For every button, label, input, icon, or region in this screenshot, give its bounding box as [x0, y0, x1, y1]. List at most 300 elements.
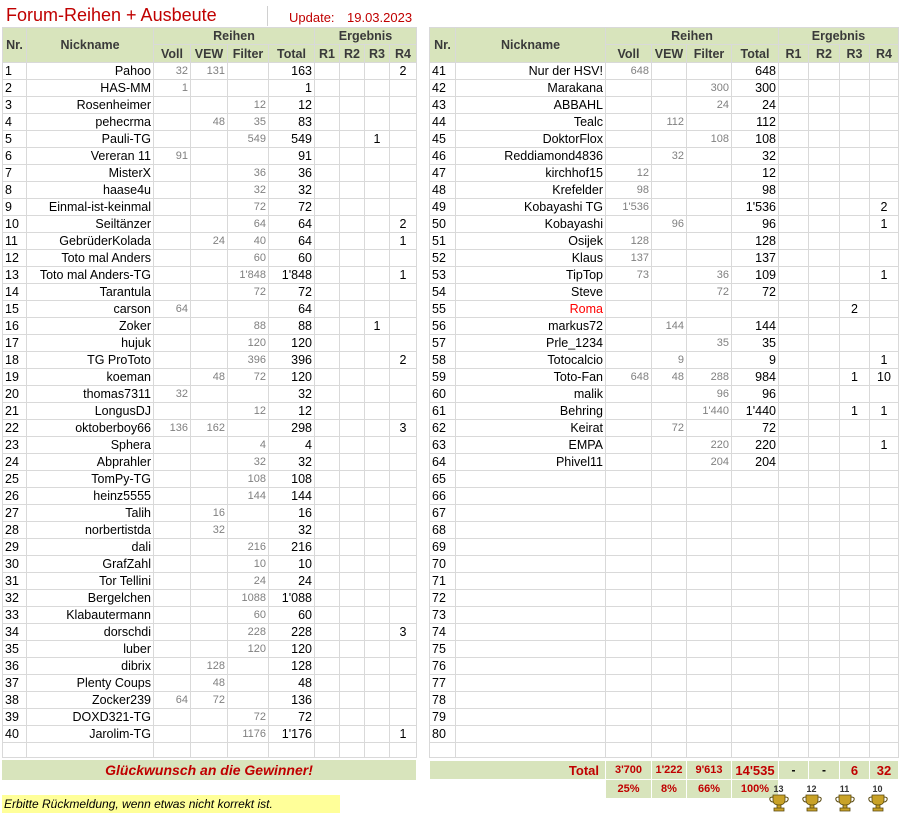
cell-voll [606, 284, 652, 301]
cell-r4: 10 [870, 369, 899, 386]
table-row [3, 369, 417, 386]
cell-nr: 23 [3, 437, 27, 454]
cell-r4 [870, 284, 899, 301]
cell-r1 [779, 454, 809, 471]
cell-voll [154, 539, 191, 556]
cell-r2 [340, 369, 365, 386]
cell-r4: 1 [390, 233, 417, 250]
cell-voll [606, 148, 652, 165]
cell-r2 [809, 590, 840, 607]
cell-nr: 49 [430, 199, 456, 216]
col-nr-header: Nr. [3, 28, 27, 63]
cell-total: 35 [732, 335, 779, 352]
cell-nr: 40 [3, 726, 27, 743]
cell-r4 [870, 726, 899, 743]
cell-total: 1'536 [732, 199, 779, 216]
table-row [430, 573, 899, 590]
cell-filter [228, 692, 269, 709]
cell-nickname: Sphera [27, 437, 154, 454]
cell-nickname: Zoker [27, 318, 154, 335]
table-row [430, 80, 899, 97]
cell-voll: 128 [606, 233, 652, 250]
cell-r1 [315, 420, 340, 437]
cell-voll [606, 301, 652, 318]
cell-r4 [870, 182, 899, 199]
table-row [430, 318, 899, 335]
cell-total: 4 [269, 437, 315, 454]
table-row [3, 301, 417, 318]
cell-nickname: Nur der HSV! [456, 63, 606, 80]
cell-nickname: Zocker239 [27, 692, 154, 709]
cell-vew: 131 [191, 63, 228, 80]
cell-nickname: norbertistda [27, 522, 154, 539]
cell-r1 [779, 658, 809, 675]
cell-r2 [809, 658, 840, 675]
table-row [3, 624, 417, 641]
group-reihen-header: Reihen [606, 28, 779, 45]
cell-vew [652, 63, 687, 80]
table-row [3, 386, 417, 403]
cell-r1 [315, 607, 340, 624]
table-row [3, 675, 417, 692]
cell-voll: 32 [154, 63, 191, 80]
cell-vew [652, 97, 687, 114]
cell-nr: 54 [430, 284, 456, 301]
cell-filter: 396 [228, 352, 269, 369]
cell-vew: 16 [191, 505, 228, 522]
cell-vew [191, 131, 228, 148]
cell-voll [154, 131, 191, 148]
cell-r2 [809, 335, 840, 352]
cell-nr: 76 [430, 658, 456, 675]
spacer-cell [430, 743, 456, 758]
cell-vew: 96 [652, 216, 687, 233]
cell-r3 [365, 420, 390, 437]
cell-nr: 12 [3, 250, 27, 267]
total-r4: 32 [870, 761, 899, 780]
cell-total: 24 [732, 97, 779, 114]
table-row [3, 182, 417, 199]
cell-r2 [340, 216, 365, 233]
cell-filter [687, 250, 732, 267]
cell-filter [687, 709, 732, 726]
table-row [3, 522, 417, 539]
cell-r1 [779, 250, 809, 267]
cell-r1 [779, 352, 809, 369]
cell-nickname: pehecrma [27, 114, 154, 131]
cell-nickname: TG ProToto [27, 352, 154, 369]
total-label: Total [430, 761, 606, 780]
cell-vew [191, 590, 228, 607]
cell-vew: 72 [652, 420, 687, 437]
table-row [3, 607, 417, 624]
cell-r1 [315, 386, 340, 403]
cell-nr: 24 [3, 454, 27, 471]
cell-total: 32 [269, 182, 315, 199]
cell-filter: 12 [228, 403, 269, 420]
cell-filter [687, 692, 732, 709]
table-row [430, 624, 899, 641]
cell-r1 [315, 284, 340, 301]
cell-voll: 73 [606, 267, 652, 284]
col-r3-header: R3 [840, 45, 870, 63]
cell-voll: 136 [154, 420, 191, 437]
col-r4-header: R4 [390, 45, 417, 63]
cell-r4 [390, 369, 417, 386]
cell-nr: 8 [3, 182, 27, 199]
cell-r1 [315, 675, 340, 692]
cell-nr: 70 [430, 556, 456, 573]
cell-r4 [390, 386, 417, 403]
cell-vew [191, 607, 228, 624]
cell-r3 [840, 63, 870, 80]
table-row [3, 267, 417, 284]
cell-voll [606, 590, 652, 607]
cell-r4: 2 [390, 216, 417, 233]
cell-r4 [870, 522, 899, 539]
spacer-cell [228, 743, 269, 758]
cell-r1 [315, 454, 340, 471]
cell-r3 [840, 216, 870, 233]
cell-filter: 40 [228, 233, 269, 250]
cell-r1 [315, 709, 340, 726]
cell-r3 [365, 726, 390, 743]
cell-vew [652, 590, 687, 607]
cell-filter [687, 301, 732, 318]
cell-nr: 7 [3, 165, 27, 182]
cell-total: 10 [269, 556, 315, 573]
table-row [3, 284, 417, 301]
cell-r4 [870, 641, 899, 658]
cell-r3: 1 [840, 403, 870, 420]
cell-r2 [340, 63, 365, 80]
cell-r3 [365, 573, 390, 590]
cell-total: 88 [269, 318, 315, 335]
cell-r1 [315, 369, 340, 386]
cell-nickname: dali [27, 539, 154, 556]
cell-r3 [840, 692, 870, 709]
cell-r2 [809, 403, 840, 420]
cell-total: 72 [269, 284, 315, 301]
cell-voll [154, 709, 191, 726]
table-row [430, 709, 899, 726]
cell-nr: 63 [430, 437, 456, 454]
cell-r2 [809, 454, 840, 471]
cell-filter [687, 148, 732, 165]
cell-r2 [809, 267, 840, 284]
cell-r4 [870, 675, 899, 692]
spacer-cell [390, 743, 417, 758]
cell-nickname: MisterX [27, 165, 154, 182]
cell-total: 1'088 [269, 590, 315, 607]
cell-nickname: Toto mal Anders-TG [27, 267, 154, 284]
cell-voll [606, 386, 652, 403]
cell-r2 [340, 505, 365, 522]
cell-vew: 24 [191, 233, 228, 250]
cell-nickname [456, 488, 606, 505]
cell-nickname: Tor Tellini [27, 573, 154, 590]
cell-voll [606, 539, 652, 556]
cell-vew [652, 505, 687, 522]
percent-vew: 8% [652, 780, 687, 799]
cell-total: 144 [732, 318, 779, 335]
cell-filter: 32 [228, 454, 269, 471]
spacer-cell [269, 743, 315, 758]
trophy-rank-label: 13 [773, 784, 784, 794]
cell-r4: 1 [390, 267, 417, 284]
cell-filter [687, 624, 732, 641]
cell-voll [154, 369, 191, 386]
cell-total [732, 573, 779, 590]
cell-nickname: EMPA [456, 437, 606, 454]
cell-filter: 72 [228, 199, 269, 216]
cell-nickname: Vereran 11 [27, 148, 154, 165]
table-row [3, 148, 417, 165]
cell-total: 32 [269, 522, 315, 539]
cell-r3 [840, 726, 870, 743]
cell-nr: 44 [430, 114, 456, 131]
cell-r1 [779, 199, 809, 216]
cell-r4 [870, 471, 899, 488]
cell-r2 [809, 131, 840, 148]
cell-r3 [840, 335, 870, 352]
table-row [3, 420, 417, 437]
cell-voll: 32 [154, 386, 191, 403]
cell-r1 [779, 437, 809, 454]
cell-nr: 71 [430, 573, 456, 590]
cell-voll: 1'536 [606, 199, 652, 216]
cell-r1 [779, 675, 809, 692]
table-row [430, 369, 899, 386]
cell-vew [652, 165, 687, 182]
table-row [430, 199, 899, 216]
cell-r1 [315, 301, 340, 318]
cell-r3 [840, 539, 870, 556]
cell-r1 [315, 233, 340, 250]
cell-nickname: Jarolim-TG [27, 726, 154, 743]
cell-r4: 1 [870, 216, 899, 233]
cell-total: 112 [732, 114, 779, 131]
cell-voll [606, 573, 652, 590]
table-row [3, 233, 417, 250]
cell-r1 [315, 131, 340, 148]
cell-r1 [779, 522, 809, 539]
cell-total: 1'848 [269, 267, 315, 284]
cell-r4 [390, 675, 417, 692]
cell-r2 [809, 692, 840, 709]
cell-r2 [340, 403, 365, 420]
cell-nickname: Kobayashi [456, 216, 606, 233]
cell-vew [652, 284, 687, 301]
table-row [430, 284, 899, 301]
cell-r3 [365, 454, 390, 471]
spacer-cell [365, 743, 390, 758]
cell-r1 [779, 80, 809, 97]
table-row [3, 437, 417, 454]
cell-filter [228, 301, 269, 318]
cell-filter: 72 [687, 284, 732, 301]
cell-r3 [365, 165, 390, 182]
cell-filter: 1'848 [228, 267, 269, 284]
cell-voll [154, 471, 191, 488]
cell-r2 [809, 114, 840, 131]
cell-vew [191, 97, 228, 114]
cell-r2 [809, 437, 840, 454]
cell-voll [154, 556, 191, 573]
cell-vew: 32 [652, 148, 687, 165]
cell-r4 [870, 318, 899, 335]
cell-nickname: dorschdi [27, 624, 154, 641]
cell-nickname: Pahoo [27, 63, 154, 80]
group-ergebnis-header: Ergebnis [779, 28, 899, 45]
cell-vew: 32 [191, 522, 228, 539]
trophy-rank-label: 11 [839, 784, 850, 794]
cell-nr: 39 [3, 709, 27, 726]
cell-r2 [340, 284, 365, 301]
cell-voll [154, 590, 191, 607]
cell-voll [606, 131, 652, 148]
cell-total: 120 [269, 335, 315, 352]
cell-r4 [390, 165, 417, 182]
cell-r2 [809, 505, 840, 522]
cell-nr: 80 [430, 726, 456, 743]
cell-nickname [456, 505, 606, 522]
cell-r3 [365, 692, 390, 709]
table-row [430, 267, 899, 284]
cell-nr: 22 [3, 420, 27, 437]
cell-r2 [340, 726, 365, 743]
cell-filter: 228 [228, 624, 269, 641]
cell-r2 [809, 709, 840, 726]
cell-r2 [340, 624, 365, 641]
cell-total: 60 [269, 250, 315, 267]
cell-nickname: Phivel11 [456, 454, 606, 471]
cell-vew [652, 539, 687, 556]
cell-nickname [456, 675, 606, 692]
cell-r2 [340, 148, 365, 165]
cell-r2 [340, 199, 365, 216]
cell-r3 [840, 505, 870, 522]
col-total-header: Total [732, 45, 779, 63]
cell-total: 204 [732, 454, 779, 471]
cell-nickname [456, 607, 606, 624]
cell-vew [191, 556, 228, 573]
spacer-cell [191, 743, 228, 758]
cell-r4: 1 [390, 726, 417, 743]
cell-filter: 72 [228, 709, 269, 726]
cell-nr: 16 [3, 318, 27, 335]
cell-vew [652, 471, 687, 488]
cell-filter [228, 505, 269, 522]
cell-nickname: Klaus [456, 250, 606, 267]
spacer-cell [315, 743, 340, 758]
cell-r3 [365, 403, 390, 420]
cell-nickname: TipTop [456, 267, 606, 284]
cell-r2 [340, 267, 365, 284]
cell-r4 [870, 539, 899, 556]
cell-filter [687, 420, 732, 437]
cell-voll [606, 454, 652, 471]
col-filter-header: Filter [687, 45, 732, 63]
cell-total: 16 [269, 505, 315, 522]
cell-r2 [340, 182, 365, 199]
cell-r1 [315, 199, 340, 216]
cell-nickname: Plenty Coups [27, 675, 154, 692]
cell-r2 [809, 165, 840, 182]
cell-total: 396 [269, 352, 315, 369]
cell-r2 [809, 624, 840, 641]
cell-r1 [315, 267, 340, 284]
percent-filter: 66% [687, 780, 732, 799]
cell-voll [606, 624, 652, 641]
cell-total: 60 [269, 607, 315, 624]
cell-total [732, 505, 779, 522]
cell-filter: 35 [228, 114, 269, 131]
cell-r3 [840, 420, 870, 437]
cell-voll [606, 488, 652, 505]
total-r1: - [779, 761, 809, 780]
cell-voll [606, 726, 652, 743]
cell-voll [606, 97, 652, 114]
trophy-rank-label: 12 [806, 784, 817, 794]
cell-nr: 73 [430, 607, 456, 624]
cell-r1 [315, 335, 340, 352]
cell-nickname: Abprahler [27, 454, 154, 471]
cell-r3 [840, 114, 870, 131]
cell-voll [606, 114, 652, 131]
cell-filter: 549 [228, 131, 269, 148]
cell-r2 [809, 522, 840, 539]
cell-r2 [340, 131, 365, 148]
table-row [430, 403, 899, 420]
cell-r3 [365, 114, 390, 131]
cell-nr: 57 [430, 335, 456, 352]
cell-r1 [779, 148, 809, 165]
cell-nickname: Tarantula [27, 284, 154, 301]
cell-r2 [340, 556, 365, 573]
cell-vew: 48 [652, 369, 687, 386]
cell-r1 [779, 233, 809, 250]
cell-r3 [365, 148, 390, 165]
cell-filter [687, 233, 732, 250]
table-row [430, 454, 899, 471]
cell-r3 [365, 539, 390, 556]
cell-nr: 61 [430, 403, 456, 420]
spacer-cell [27, 743, 154, 758]
cell-r2 [809, 318, 840, 335]
cell-vew [652, 556, 687, 573]
cell-r4 [390, 709, 417, 726]
cell-filter [687, 641, 732, 658]
cell-total [732, 709, 779, 726]
cell-vew [191, 471, 228, 488]
cell-total: 24 [269, 573, 315, 590]
cell-r3 [840, 522, 870, 539]
cell-total: 1 [269, 80, 315, 97]
cell-r4 [870, 114, 899, 131]
cell-voll [606, 403, 652, 420]
cell-r3: 1 [365, 131, 390, 148]
group-reihen-header: Reihen [154, 28, 315, 45]
cell-nickname: oktoberboy66 [27, 420, 154, 437]
cell-nr: 18 [3, 352, 27, 369]
cell-r4 [390, 488, 417, 505]
cell-r4: 1 [870, 403, 899, 420]
table-row [3, 488, 417, 505]
cell-r3 [365, 63, 390, 80]
cell-total: 32 [732, 148, 779, 165]
cell-r4 [390, 182, 417, 199]
